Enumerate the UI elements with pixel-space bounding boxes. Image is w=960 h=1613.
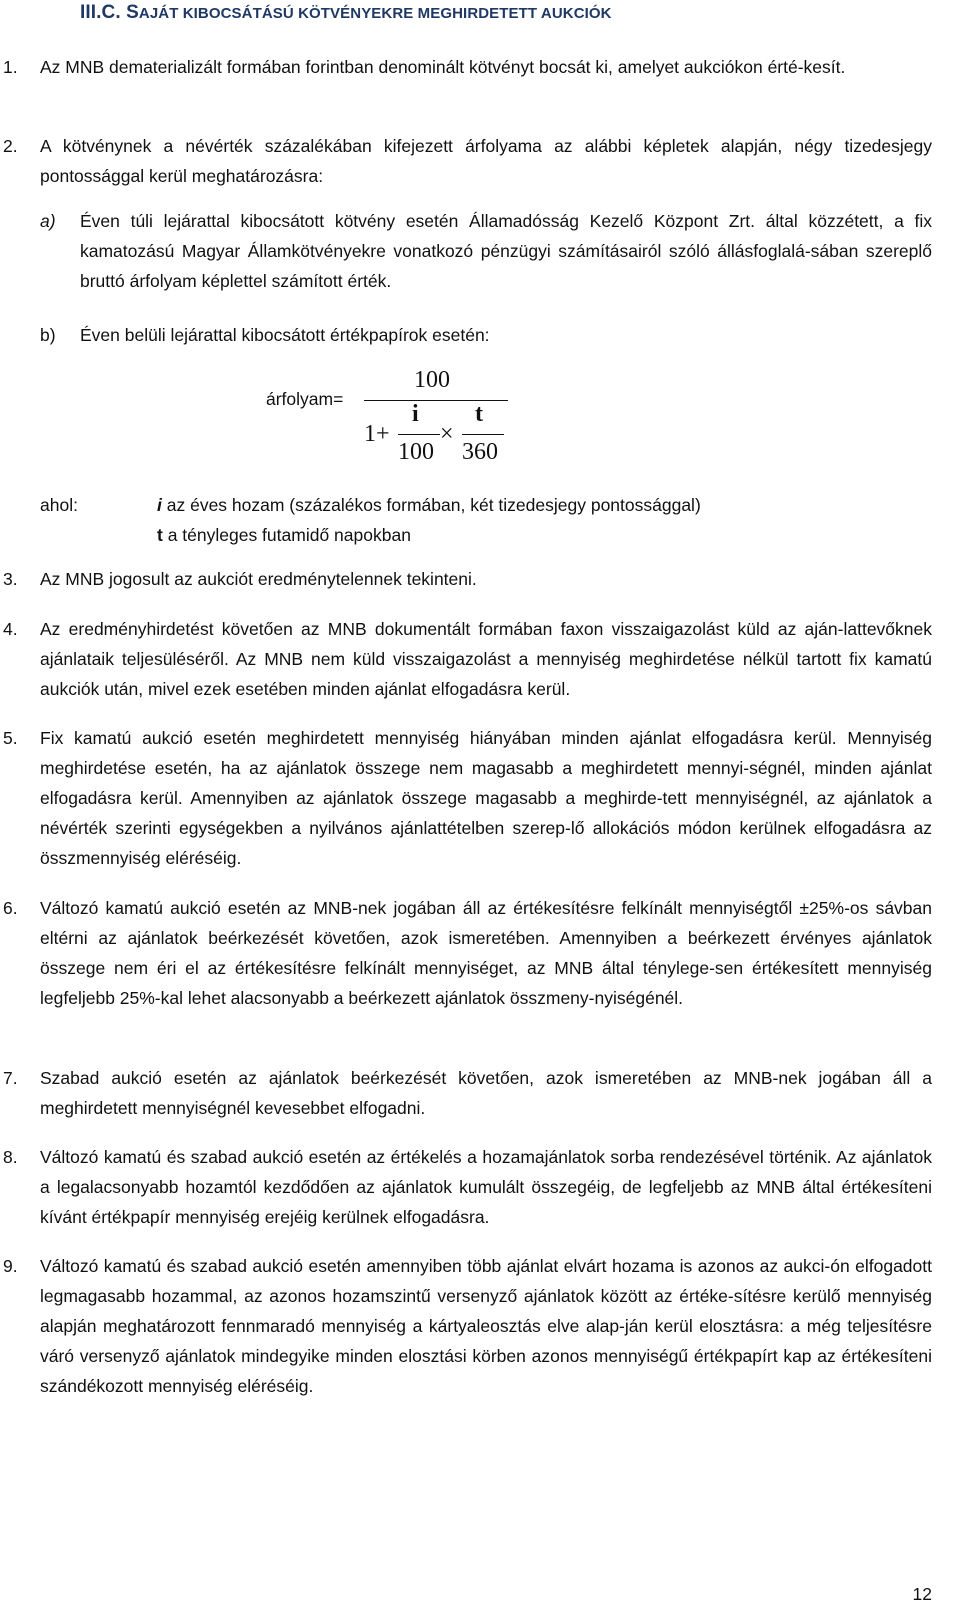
i-definition-text: az éves hozam (százalékos formában, két tizedesjegy pontossággal)	[161, 495, 701, 515]
item-text: Változó kamatú aukció esetén az MNB-nek jogában áll az értékesítésre felkínált mennyiségtől ±25%-os sávban eltérni az ajánlatok beérkezését követően, azok ismeretében. Amennyiben a beérkezett érvényes ajánlatok összege nem éri el az értékesítésre felkínált mennyiséget, az MNB által ténylege-sen értékesített mennyiség legfeljebb 25%-kal lehet alacsonyabb a beérkezett ajánlatok összmeny-nyiségénél.	[40, 898, 932, 1008]
item-text: A kötvénynek a névérték százalékában kifejezett árfolyama az alábbi képletek alapján, négy tizedesjegy pontossággal kerül meghatározásra:	[40, 136, 932, 186]
formula-one-plus: 1+	[364, 421, 390, 447]
t-definition-text: a tényleges futamidő napokban	[162, 525, 411, 545]
section-title-initial: S	[126, 2, 139, 23]
item-number: 1.	[3, 57, 18, 77]
main-fraction-bar	[364, 400, 508, 401]
item-text: Változó kamatú és szabad aukció esetén amennyiben több ajánlat elvárt hozama is azonos az aukci-ón elfogadott legmagasabb hozammal, az azonos hozamszintű versenyző ajánlatok között az értéke-sítésre kerülő mennyiség alapján meghatározott fennmaradó mennyiség a kártyaleosztás elve alap-ján kerül elosztásra: a még teljesítésre váró versenyző ajánlatok mindegyike minden elosztási körben azonos mennyiségű értékpapírt kap az értékesíteni szándékozott mennyiség eléréséig.	[40, 1256, 932, 1396]
item-text: Az MNB dematerializált formában forintban denominált kötvényt bocsát ki, amelyet aukciókon érté-kesít.	[40, 57, 846, 77]
item-number: 5.	[3, 728, 18, 748]
definition-i	[157, 490, 937, 520]
formula-numerator: 100	[414, 367, 450, 393]
definitions-label: ahol:	[40, 495, 78, 515]
sub-item-text: Éven túli lejárattal kibocsátott kötvény esetén Államadósság Kezelő Központ Zrt. által közzétett, a fix kamatozású Magyar Államkötvényekre vonatkozó pénzügyi számításairól szóló állásfoglalá-sában szereplő bruttó árfolyam képlettel számított érték.	[80, 211, 932, 291]
i-symbol: i	[157, 495, 162, 515]
item-number: 8.	[3, 1147, 18, 1167]
price-formula	[260, 363, 520, 473]
formula-hundred: 100	[398, 439, 434, 465]
sub-item-label: a)	[40, 211, 56, 231]
definition-t	[157, 520, 937, 550]
item-text: Az eredményhirdetést követően az MNB dokumentált formában faxon visszaigazolást küld az aján-lattevőknek ajánlataik teljesüléséről. Az MNB nem küld visszaigazolást a mennyiség meghirdetése nélkül tartott fix kamatú aukciók után, mivel ezek esetében minden ajánlat elfogadásra kerül.	[40, 619, 932, 699]
formula-times: ×	[440, 421, 454, 447]
section-heading	[80, 2, 612, 24]
formula-label: árfolyam=	[266, 389, 344, 409]
formula-t: t	[475, 401, 483, 427]
section-number: III.C.	[80, 2, 121, 23]
item-number: 3.	[3, 569, 18, 589]
section-title: AJÁT KIBOCSÁTÁSÚ KÖTVÉNYEKRE MEGHIRDETETT AUKCIÓK	[138, 5, 612, 22]
sub-item-label: b)	[40, 325, 56, 345]
item-number: 7.	[3, 1068, 18, 1088]
page-number: 12	[912, 1584, 932, 1604]
item-number: 9.	[3, 1256, 18, 1276]
item-number: 6.	[3, 898, 18, 918]
item-text: Fix kamatú aukció esetén meghirdetett mennyiség hiányában minden ajánlat elfogadásra kerül. Mennyiség meghirdetése esetén, ha az ajánlatok összege nem magasabb a meghirdetett mennyi-ségnél, minden ajánlat elfogadásra kerül. Amennyiben az ajánlatok összege magasabb a meghirde-tett mennyiségnél, az ajánlatok a névérték szerinti egységekben a nyilvános ajánlattételben szerep-lő allokációs módon kerülnek elfogadásra az összmennyiség eléréséig.	[40, 728, 932, 868]
formula-i: i	[412, 401, 419, 427]
item-number: 4.	[3, 619, 18, 639]
item-number: 2.	[3, 136, 18, 156]
t-fraction-bar	[462, 434, 504, 435]
item-text: Változó kamatú és szabad aukció esetén az értékelés a hozamajánlatok sorba rendezésével történik. Az ajánlatok a legalacsonyabb hozamtól kezdődően az ajánlatok kumulált összegéig, de legfeljebb az MNB által értékesíteni kívánt értékpapír mennyiség erejéig kerülnek elfogadásra.	[40, 1147, 932, 1227]
sub-item-text: Éven belüli lejárattal kibocsátott értékpapírok esetén:	[80, 325, 490, 345]
item-text: Az MNB jogosult az aukciót eredménytelennek tekinteni.	[40, 569, 477, 589]
item-text: Szabad aukció esetén az ajánlatok beérkezését követően, azok ismeretében az MNB-nek jogában áll a meghirdetett mennyiségnél kevesebbet elfogadni.	[40, 1068, 932, 1118]
t-symbol: t	[157, 525, 163, 545]
i-fraction-bar	[398, 434, 440, 435]
formula-days: 360	[462, 439, 498, 465]
